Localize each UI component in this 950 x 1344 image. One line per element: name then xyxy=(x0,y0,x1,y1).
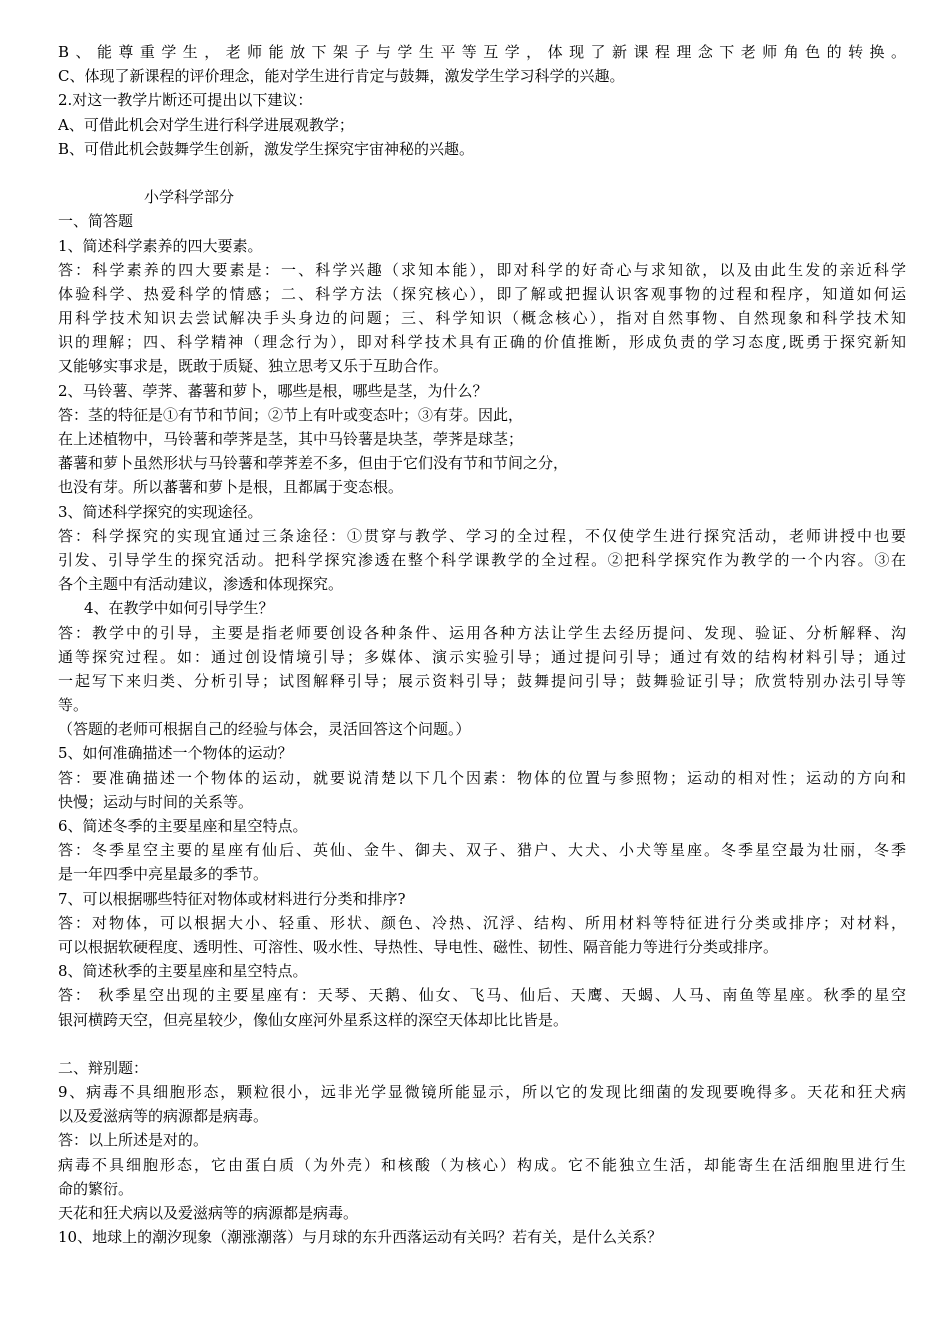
answer-6-line: 是一年四季中亮星最多的季节。 xyxy=(58,865,269,884)
answer-1-line: 又能够实事求是，既敢于质疑、独立思考又乐于互助合作。 xyxy=(58,357,449,376)
answer-2-line: 答：茎的特征是①有节和节间；②节上有叶或变态叶；③有芽。因此， xyxy=(58,405,524,424)
intro-line: 2.对这一教学片断还可提出以下建议： xyxy=(58,91,313,110)
question-2: 2、马铃薯、荸荠、蕃薯和萝卜，哪些是根，哪些是茎，为什么？ xyxy=(58,381,488,400)
answer-7-line: 可以根据软硬程度、透明性、可溶性、吸水性、导热性、导电性、磁性、韧性、隔音能力等进行分类或排序。 xyxy=(58,937,779,956)
answer-8-line: 银河横跨天空，但亮星较少，像仙女座河外星系这样的深空天体却比比皆是。 xyxy=(58,1010,569,1029)
part1-heading: 一、简答题 xyxy=(58,212,134,231)
spacer xyxy=(58,161,906,185)
question-5: 5、如何准确描述一个物体的运动？ xyxy=(58,744,293,763)
answer-9-line: 病毒不具细胞形态，它由蛋白质（为外壳）和核酸（为核心）构成。它不能独立生活，却能寄生在活细胞里进行生 xyxy=(58,1155,906,1174)
part2-heading: 二、辩别题： xyxy=(58,1058,149,1077)
answer-9-line: 天花和狂犬病以及爱滋病等的病源都是病毒。 xyxy=(58,1204,359,1222)
answer-5-line: 快慢；运动与时间的关系等。 xyxy=(58,792,254,811)
question-9-line: 以及爱滋病等的病源都是病毒。 xyxy=(58,1107,269,1126)
question-8: 8、简述秋季的主要星座和星空特点。 xyxy=(58,962,308,981)
intro-line: C、体现了新课程的评价理念，能对学生进行肯定与鼓舞，激发学生学习科学的兴趣。 xyxy=(58,67,625,86)
answer-9-line: 命的繁衍。 xyxy=(58,1179,134,1198)
intro-line: A、可借此机会对学生进行科学进展观教学； xyxy=(58,115,354,134)
question-7: 7、可以根据哪些特征对物体或材料进行分类和排序? xyxy=(58,889,406,908)
question-6: 6、简述冬季的主要星座和星空特点。 xyxy=(58,817,308,835)
answer-4-note: （答题的老师可根据自己的经验与体会，灵活回答这个问题。） xyxy=(58,720,471,739)
answer-2-line: 蕃薯和萝卜虽然形状与马铃薯和荸荠差不多，但由于它们没有节和节间之分， xyxy=(58,454,569,473)
answer-1-line: 体验科学、热爱科学的情感；二、科学方法（探究核心），即了解或把握认识客观事物的过程和程序，知道如何运 xyxy=(58,284,906,303)
answer-9-line: 答：以上所述是对的。 xyxy=(58,1131,209,1150)
answer-2-line: 也没有芽。所以蕃薯和萝卜是根，且都属于变态根。 xyxy=(58,478,404,497)
answer-4-line: 答：教学中的引导，主要是指老师要创设各种条件、运用各种方法让学生去经历提问、发现、验证、分析解释、沟 xyxy=(58,623,906,642)
intro-line: B、能尊重学生，老师能放下架子与学生平等互学，体现了新课程理念下老师角色的转换。 xyxy=(58,43,906,61)
document-page xyxy=(58,40,906,1249)
question-9-line: 9、病毒不具细胞形态，颗粒很小，远非光学显微镜所能显示，所以它的发现比细菌的发现要晚得多。天花和狂犬病 xyxy=(58,1083,906,1102)
question-1: 1、简述科学素养的四大要素。 xyxy=(58,236,263,255)
question-4: 4、在教学中如何引导学生？ xyxy=(84,599,274,618)
answer-2-line: 在上述植物中，马铃薯和荸荠是茎，其中马铃薯是块茎，荸荠是球茎； xyxy=(58,430,524,448)
section-title: 小学科学部分 xyxy=(144,188,235,207)
intro-line: B、可借此机会鼓舞学生创新，激发学生探究宇宙神秘的兴趣。 xyxy=(58,139,475,158)
spacer xyxy=(58,1032,906,1056)
answer-7-line: 答：对物体，可以根据大小、轻重、形状、颜色、冷热、沉浮、结构、所用材料等特征进行分类或排序；对材料， xyxy=(58,913,906,932)
answer-4-line: 等。 xyxy=(58,696,89,715)
question-3: 3、简述科学探究的实现途径。 xyxy=(58,502,263,521)
question-10: 10、地球上的潮汐现象（潮涨潮落）与月球的东升西落运动有关吗？若有关，是什么关系？ xyxy=(58,1228,663,1247)
answer-3-line: 引发、引导学生的探究活动。把科学探究渗透在整个科学课教学的全过程。②把科学探究作为教学的一个内容。③在 xyxy=(58,550,906,569)
answer-1-line: 识的理解；四、科学精神（理念行为），即对科学技术具有正确的价值推断，形成负责的学习态度,既勇于探究新知 xyxy=(58,333,906,352)
answer-3-line: 各个主题中有活动建议，渗透和体现探究。 xyxy=(58,575,344,594)
answer-4-line: 一起写下来归类、分析引导；试图解释引导；展示资料引导；鼓舞提问引导；鼓舞验证引导；欣赏特别办法引导等 xyxy=(58,671,906,690)
answer-1-line: 用科学技术知识去尝试解决手头身边的问题；三、科学知识（概念核心），指对自然事物、自然现象和科学技术知 xyxy=(58,309,906,328)
answer-3-line: 答：科学探究的实现宜通过三条途径：①贯穿与教学、学习的全过程，不仅使学生进行探究活动，老师讲授中也要 xyxy=(58,526,906,545)
answer-8-line: 答： 秋季星空出现的主要星座有：天琴、天鹅、仙女、飞马、仙后、天鹰、天蝎、人马、南鱼等星座。秋季的星空 xyxy=(58,986,906,1005)
answer-4-line: 通等探究过程。如：通过创设情境引导；多媒体、演示实验引导；通过提问引导；通过有效的结构材料引导；通过 xyxy=(58,647,906,666)
answer-6-line: 答：冬季星空主要的星座有仙后、英仙、金牛、御夫、双子、猎户、大犬、小犬等星座。冬季星空最为壮丽，冬季 xyxy=(58,841,906,860)
answer-5-line: 答：要准确描述一个物体的运动，就要说清楚以下几个因素：物体的位置与参照物；运动的相对性；运动的方向和 xyxy=(58,768,906,787)
answer-1-line: 答：科学素养的四大要素是：一、科学兴趣（求知本能），即对科学的好奇心与求知欲，以及由此生发的亲近科学 xyxy=(58,260,906,279)
